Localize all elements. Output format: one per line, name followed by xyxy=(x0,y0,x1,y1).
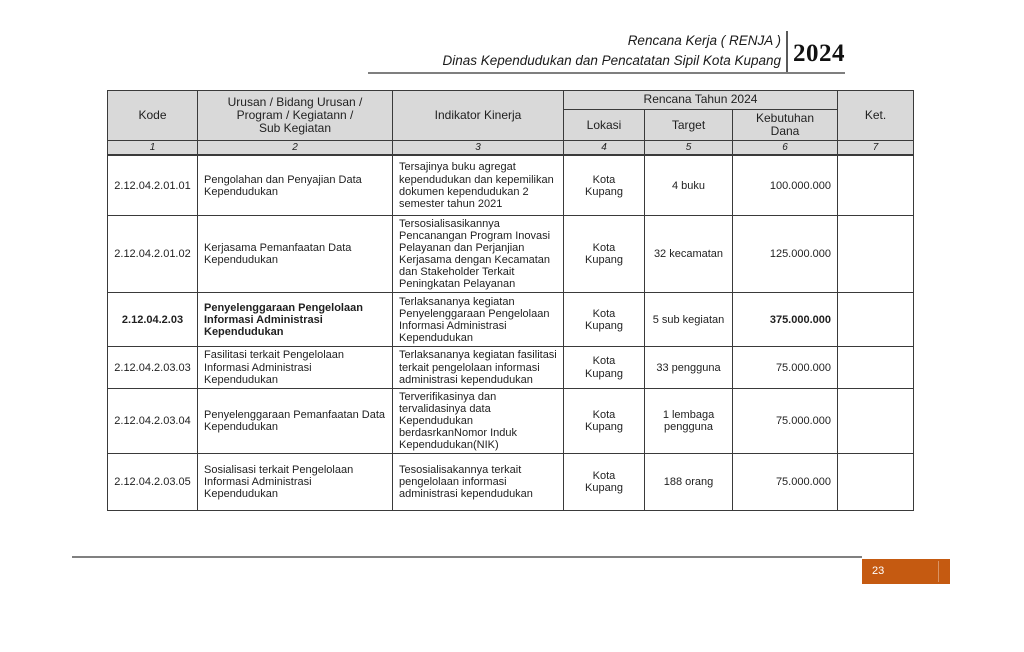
header-rule xyxy=(368,72,845,74)
kebutuhan-header-text: Kebutuhan Dana xyxy=(755,111,815,139)
column-number: 4 xyxy=(564,141,645,156)
cell-program: Penyelenggaraan Pemanfaatan Data Kependudukan xyxy=(198,388,393,453)
column-number: 3 xyxy=(393,141,564,156)
cell-kode: 2.12.04.2.03.03 xyxy=(108,347,198,388)
cell-lokasi xyxy=(564,388,645,453)
cell-indikator: Terverifikasinya dan tervalidasinya data Kependudukan berdasrkanNomor Induk Kependudukan(NIK) xyxy=(393,388,564,453)
table-body xyxy=(108,155,914,510)
col-header-kode: Kode xyxy=(108,91,198,141)
cell-program: Sosialisasi terkait Pengelolaan Informasi Administrasi Kependudukan xyxy=(198,454,393,511)
cell-ket xyxy=(838,155,914,215)
cell-kode: 2.12.04.2.01.01 xyxy=(108,155,198,215)
lokasi-text: Kota Kupang xyxy=(585,307,623,332)
cell-indikator: Terlaksananya kegiatan fasilitasi terkait pengelolaan informasi administrasi kependudukan xyxy=(393,347,564,388)
column-number: 1 xyxy=(108,141,198,156)
header-title-line2: Dinas Kependudukan dan Pencatatan Sipil Kota Kupang xyxy=(442,53,781,68)
header-row-top xyxy=(108,91,914,110)
cell-lokasi xyxy=(564,293,645,347)
cell-indikator: Tersosialisasikannya Pencanangan Program Inovasi Pelayanan dan Perjanjian Kerjasama dengan Kecamatan dan Stakeholder Terkait Peningkatan Pelayanan xyxy=(393,215,564,293)
col-header-indikator: Indikator Kinerja xyxy=(393,91,564,141)
cell-target: 4 buku xyxy=(645,155,733,215)
cell-lokasi xyxy=(564,347,645,388)
col-header-urusan xyxy=(198,91,393,141)
cell-program: Kerjasama Pemanfaatan Data Kependudukan xyxy=(198,215,393,293)
cell-kebutuhan-dana: 375.000.000 xyxy=(733,293,838,347)
table-row xyxy=(108,293,914,347)
cell-lokasi xyxy=(564,155,645,215)
cell-lokasi xyxy=(564,215,645,293)
cell-indikator: Terlaksananya kegiatan Penyelenggaraan Pengelolaan Informasi Administrasi Kependudukan xyxy=(393,293,564,347)
renja-table xyxy=(107,90,914,511)
cell-target: 5 sub kegiatan xyxy=(645,293,733,347)
cell-ket xyxy=(838,215,914,293)
urusan-header-line: Sub Kegiatan xyxy=(258,121,332,136)
lokasi-text: Kota Kupang xyxy=(585,355,623,380)
table-row xyxy=(108,155,914,215)
header-title-line1: Rencana Kerja ( RENJA ) xyxy=(627,33,781,48)
cell-ket xyxy=(838,454,914,511)
table-row xyxy=(108,388,914,453)
table-row xyxy=(108,347,914,388)
cell-kebutuhan-dana: 125.000.000 xyxy=(733,215,838,293)
col-header-target: Target xyxy=(645,110,733,141)
cell-target: 1 lembaga pengguna xyxy=(645,388,733,453)
cell-kebutuhan-dana: 75.000.000 xyxy=(733,388,838,453)
cell-lokasi xyxy=(564,454,645,511)
cell-kode: 2.12.04.2.03.05 xyxy=(108,454,198,511)
table-header xyxy=(108,91,914,156)
lokasi-text: Kota Kupang xyxy=(585,470,623,495)
col-header-lokasi: Lokasi xyxy=(564,110,645,141)
cell-program: Penyelenggaraan Pengelolaan Informasi Administrasi Kependudukan xyxy=(198,293,393,347)
page-number-badge: 23 xyxy=(862,559,950,584)
cell-program: Pengolahan dan Penyajian Data Kependudukan xyxy=(198,155,393,215)
footer-rule xyxy=(72,556,862,558)
lokasi-text: Kota Kupang xyxy=(585,408,623,433)
table-row xyxy=(108,215,914,293)
header-year: 2024 xyxy=(793,40,845,67)
cell-kode: 2.12.04.2.01.02 xyxy=(108,215,198,293)
column-number: 6 xyxy=(733,141,838,156)
cell-target: 32 kecamatan xyxy=(645,215,733,293)
cell-kebutuhan-dana: 100.000.000 xyxy=(733,155,838,215)
lokasi-text: Kota Kupang xyxy=(585,242,623,267)
urusan-header-line: Program / Kegiatann / xyxy=(236,108,354,123)
cell-kebutuhan-dana: 75.000.000 xyxy=(733,454,838,511)
cell-kode: 2.12.04.2.03.04 xyxy=(108,388,198,453)
cell-target: 188 orang xyxy=(645,454,733,511)
cell-kode: 2.12.04.2.03 xyxy=(108,293,198,347)
column-number: 7 xyxy=(838,141,914,156)
col-header-kebutuhan xyxy=(733,110,838,141)
column-number-row xyxy=(108,141,914,156)
lokasi-text: Kota Kupang xyxy=(585,173,623,198)
cell-ket xyxy=(838,388,914,453)
column-number: 5 xyxy=(645,141,733,156)
cell-ket xyxy=(838,293,914,347)
cell-indikator: Tersajinya buku agregat kependudukan dan kepemilikan dokumen kependudukan 2 semester tahun 2021 xyxy=(393,155,564,215)
header-vertical-divider xyxy=(786,31,788,72)
column-number: 2 xyxy=(198,141,393,156)
document-header xyxy=(442,31,781,71)
cell-ket xyxy=(838,347,914,388)
urusan-header-line: Urusan / Bidang Urusan / xyxy=(227,94,363,109)
cell-kebutuhan-dana: 75.000.000 xyxy=(733,347,838,388)
cell-target: 33 pengguna xyxy=(645,347,733,388)
col-header-ket: Ket. xyxy=(838,91,914,141)
cell-program: Fasilitasi terkait Pengelolaan Informasi Administrasi Kependudukan xyxy=(198,347,393,388)
table-row xyxy=(108,454,914,511)
col-header-rencana: Rencana Tahun 2024 xyxy=(564,91,838,110)
cell-indikator: Tesosialisakannya terkait pengelolaan informasi administrasi kependudukan xyxy=(393,454,564,511)
